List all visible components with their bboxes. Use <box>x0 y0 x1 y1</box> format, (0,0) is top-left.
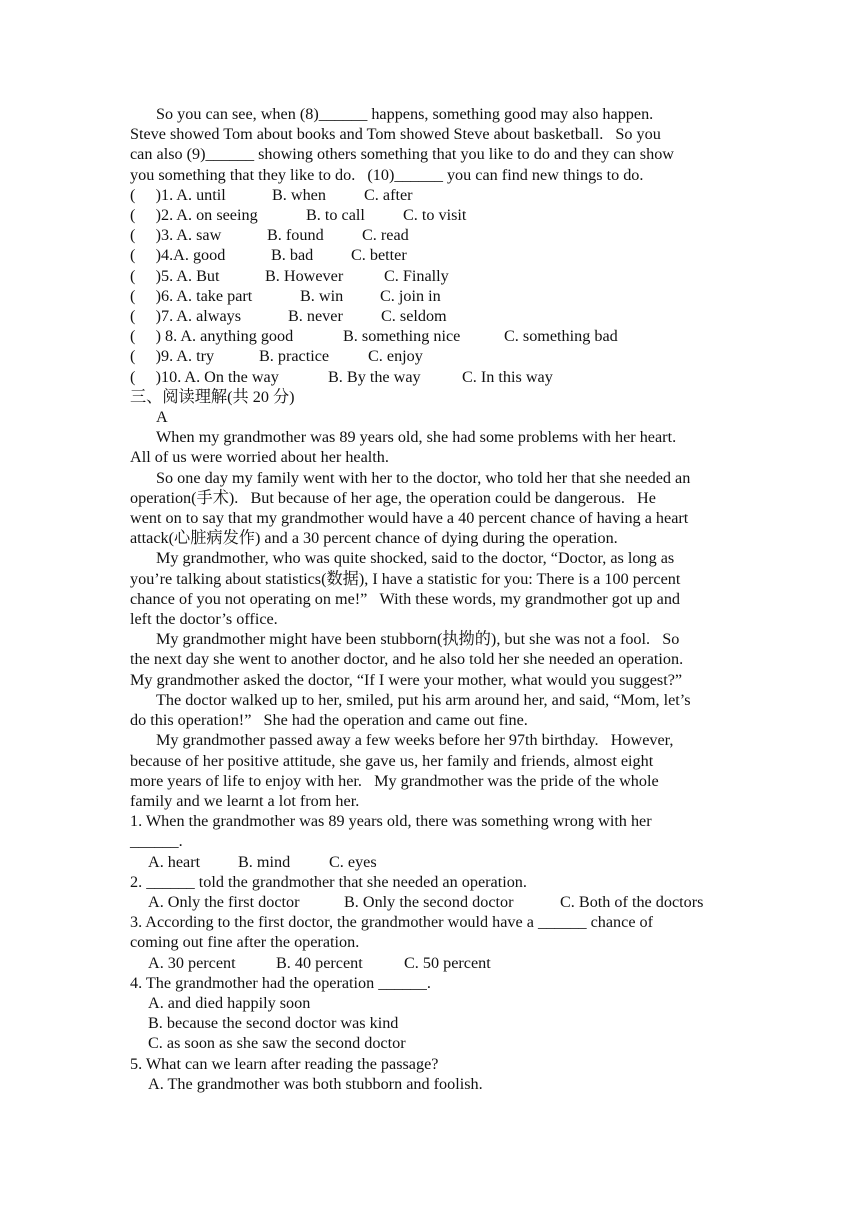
cloze-question-7 <box>130 306 730 326</box>
option-c: C. read <box>362 226 409 245</box>
cloze-question-5 <box>130 266 730 286</box>
option-a: A. The grandmother was both stubborn and foolish. <box>148 1074 483 1093</box>
option-c: C. something bad <box>504 327 618 346</box>
question-5-stem: 5. What can we learn after reading the passage? <box>130 1054 439 1073</box>
option-c: C. as soon as she saw the second doctor <box>148 1034 406 1053</box>
option-a: A. and died happily soon <box>148 993 311 1012</box>
question-1-stem: 1. When the grandmother was 89 years old, there was something wrong with her <box>130 812 652 831</box>
option-c: C. Both of the doctors <box>560 892 704 911</box>
section-heading: 三、阅读理解(共 20 分) <box>130 387 295 406</box>
cloze-question-9 <box>130 346 730 366</box>
question-2-options <box>130 892 730 912</box>
option-c: C. 50 percent <box>404 953 491 972</box>
reading-passage-line: family and we learnt a lot from her. <box>130 791 360 810</box>
cloze-question-4 <box>130 245 730 265</box>
option-c: C. seldom <box>381 307 447 326</box>
option-a: ( ) 8. A. anything good <box>130 327 294 346</box>
option-a: ( )3. A. saw <box>130 226 222 245</box>
cloze-question-3 <box>130 225 730 245</box>
option-c: C. better <box>351 246 407 265</box>
cloze-passage-line: So you can see, when (8)______ happens, something good may also happen. <box>156 105 654 123</box>
option-b: B. something nice <box>343 327 461 346</box>
cloze-question-10 <box>130 367 730 387</box>
option-b: B. found <box>267 226 324 245</box>
cloze-passage-line: you something that they like to do. (10)______ you can find new things to do. <box>130 165 644 184</box>
reading-passage-line: So one day my family went with her to the doctor, who told her that she needed an <box>156 468 691 487</box>
reading-passage-line: do this operation!” She had the operation and came out fine. <box>130 711 528 730</box>
cloze-question-6 <box>130 286 730 306</box>
reading-passage-line: left the doctor’s office. <box>130 610 278 629</box>
option-a: ( )1. A. until <box>130 185 226 204</box>
option-b: B. By the way <box>328 367 421 386</box>
question-3-options <box>130 953 730 973</box>
option-b: B. when <box>272 185 326 204</box>
reading-passage-line: All of us were worried about her health. <box>130 448 389 467</box>
cloze-question-1 <box>130 185 730 205</box>
option-a: ( )5. A. But <box>130 266 220 285</box>
option-a: ( )4.A. good <box>130 246 226 265</box>
option-a: ( )7. A. always <box>130 307 242 326</box>
reading-passage-line: went on to say that my grandmother would have a 40 percent chance of having a heart <box>130 509 689 528</box>
option-c: C. In this way <box>462 367 553 386</box>
reading-passage-line: My grandmother might have been stubborn(执拗的), but she was not a fool. So <box>156 630 680 649</box>
reading-passage-line: My grandmother, who was quite shocked, said to the doctor, “Doctor, as long as <box>156 549 675 568</box>
option-c: C. join in <box>380 286 441 305</box>
option-b: B. because the second doctor was kind <box>148 1014 399 1033</box>
reading-passage-line: My grandmother asked the doctor, “If I were your mother, what would you suggest?” <box>130 670 683 689</box>
option-b: B. never <box>288 307 343 326</box>
option-a: ( )6. A. take part <box>130 286 253 305</box>
document-page <box>130 104 730 1094</box>
option-b: B. 40 percent <box>276 953 363 972</box>
option-a: A. 30 percent <box>148 953 236 972</box>
option-a: ( )9. A. try <box>130 347 215 366</box>
reading-passage-line: because of her positive attitude, she gave us, her family and friends, almost eight <box>130 751 654 770</box>
option-c: C. Finally <box>384 266 449 285</box>
option-a: A. heart <box>148 852 201 871</box>
part-label: A <box>156 408 168 427</box>
question-4-stem: 4. The grandmother had the operation ______. <box>130 973 431 992</box>
question-3-stem: 3. According to the first doctor, the grandmother would have a ______ chance of <box>130 913 654 932</box>
question-1-options <box>130 852 730 872</box>
option-a: ( )2. A. on seeing <box>130 206 258 225</box>
reading-passage-line: you’re talking about statistics(数据), I have a statistic for you: There is a 100 percent <box>130 569 681 588</box>
cloze-passage-line: can also (9)______ showing others something that you like to do and they can show <box>130 145 674 164</box>
reading-passage-line: more years of life to enjoy with her. My grandmother was the pride of the whole <box>130 771 659 790</box>
cloze-passage-line: Steve showed Tom about books and Tom showed Steve about basketball. So you <box>130 125 661 144</box>
option-a: ( )10. A. On the way <box>130 367 279 386</box>
reading-passage-line: attack(心脏病发作) and a 30 percent chance of dying during the operation. <box>130 529 618 548</box>
option-c: C. after <box>364 185 413 204</box>
option-b: B. win <box>300 286 344 305</box>
option-b: B. mind <box>238 852 291 871</box>
reading-passage-line: The doctor walked up to her, smiled, put his arm around her, and said, “Mom, let’s <box>156 690 691 709</box>
cloze-question-2 <box>130 205 730 225</box>
option-b: B. However <box>265 266 344 285</box>
question-3-stem-cont: coming out fine after the operation. <box>130 933 360 952</box>
option-b: B. practice <box>259 347 330 366</box>
reading-passage-line: chance of you not operating on me!” With these words, my grandmother got up and <box>130 589 681 608</box>
option-b: B. to call <box>306 206 365 225</box>
cloze-question-8 <box>130 326 730 346</box>
option-c: C. to visit <box>403 206 467 225</box>
option-b: B. Only the second doctor <box>344 892 514 911</box>
reading-passage-line: the next day she went to another doctor, and he also told her she needed an operation. <box>130 650 684 669</box>
reading-passage-line: operation(手术). But because of her age, the operation could be dangerous. He <box>130 488 656 507</box>
option-b: B. bad <box>271 246 314 265</box>
reading-passage-line: When my grandmother was 89 years old, she had some problems with her heart. <box>156 428 677 447</box>
option-a: A. Only the first doctor <box>148 892 300 911</box>
reading-passage-line: My grandmother passed away a few weeks before her 97th birthday. However, <box>156 731 674 750</box>
question-1-blank: ______. <box>130 832 183 851</box>
question-2-stem: 2. ______ told the grandmother that she needed an operation. <box>130 872 527 891</box>
option-c: C. eyes <box>329 852 377 871</box>
option-c: C. enjoy <box>368 347 423 366</box>
